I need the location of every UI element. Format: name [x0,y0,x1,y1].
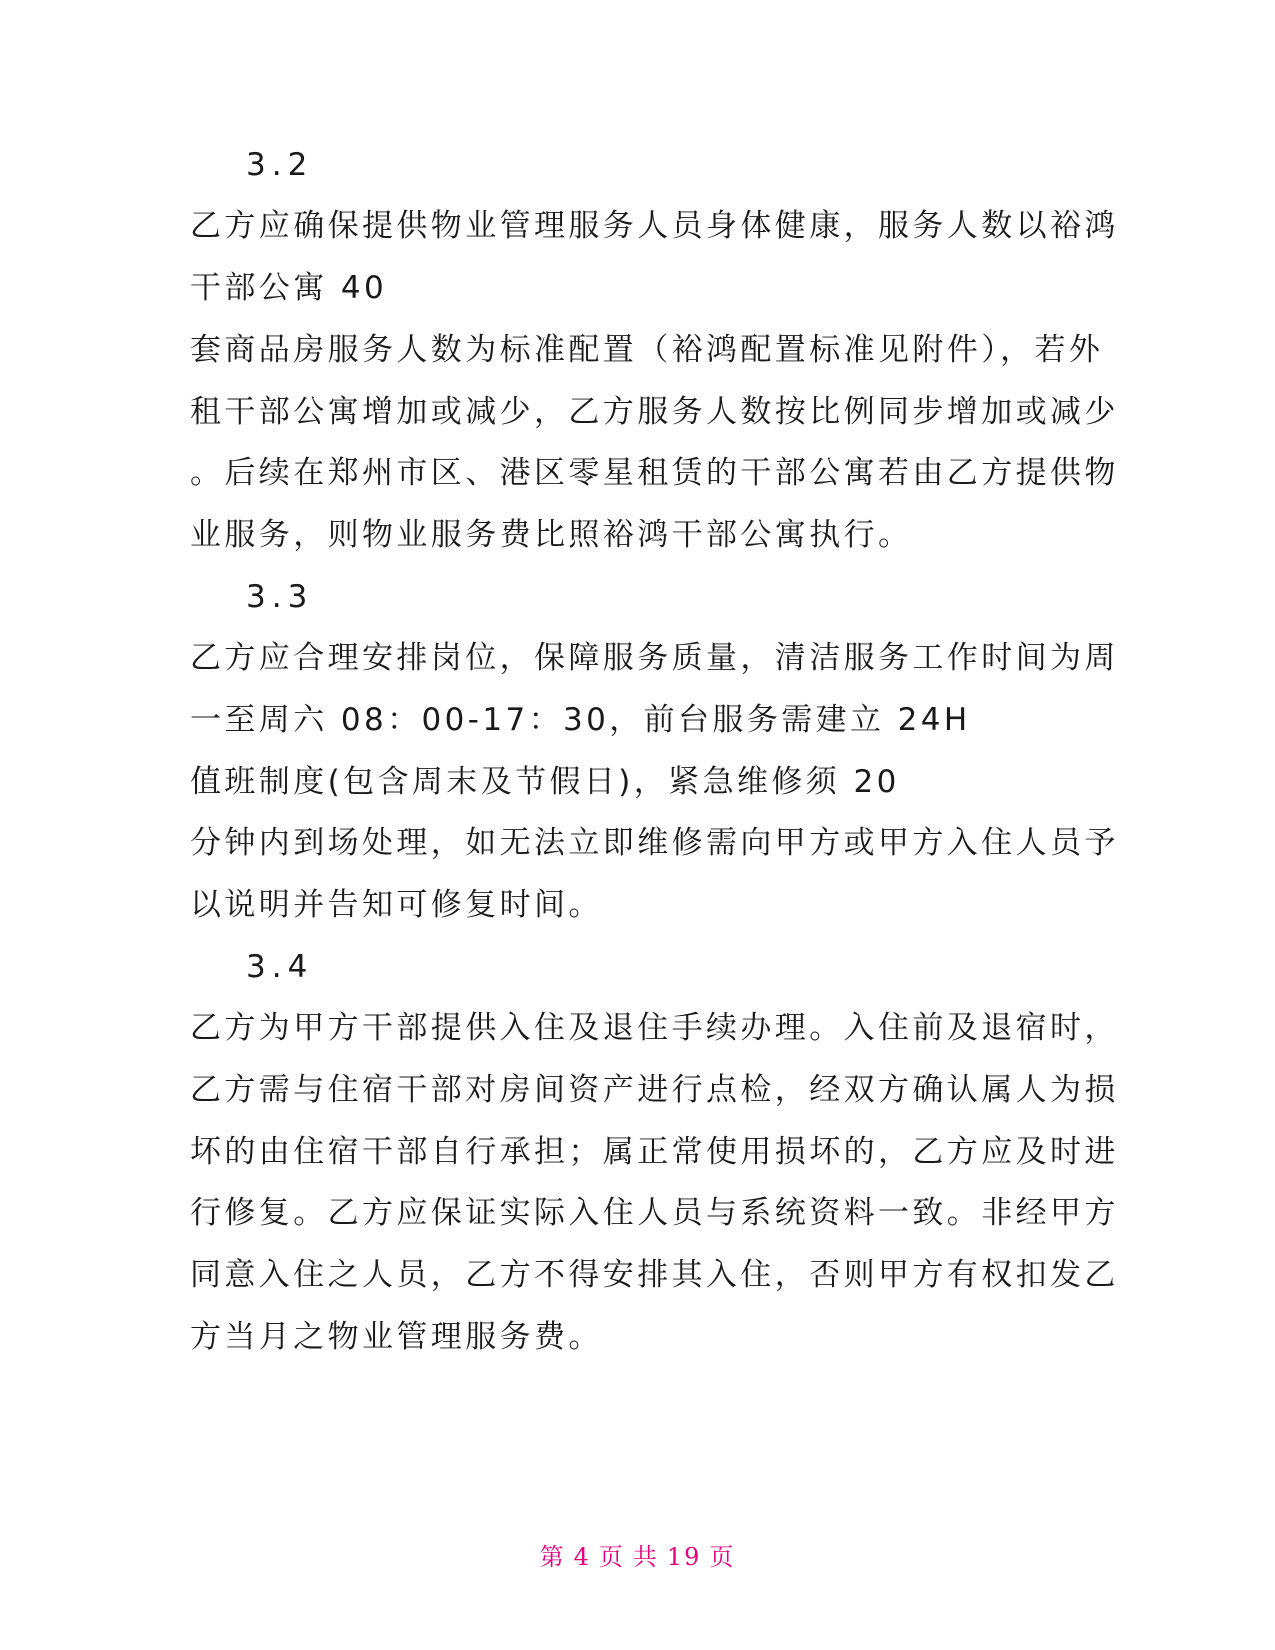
page-footer [0,1537,1275,1572]
footer-page-word: 页 [598,1543,625,1571]
section-number-3-4: 3.4 [246,949,314,985]
paragraph-line: 。后续在郑州市区、港区零星租赁的干部公寓若由乙方提供物 [190,455,1119,491]
paragraph-line: 乙方应确保提供物业管理服务人员身体健康，服务人数以裕鸿 [190,208,1119,244]
paragraph-line: 租干部公寓增加或减少，乙方服务人数按比例同步增加或减少 [190,394,1119,430]
paragraph-line: 方当月之物业管理服务费。 [190,1319,603,1355]
section-number-3-3: 3.3 [246,579,314,615]
paragraph-line: 坏的由住宿干部自行承担；属正常使用损坏的，乙方应及时进 [190,1134,1119,1170]
paragraph-line: 乙方需与住宿干部对房间资产进行点检，经双方确认属人为损 [190,1072,1119,1108]
paragraph-line: 业服务，则物业服务费比照裕鸿干部公寓执行。 [190,517,913,553]
footer-current-page: 4 [573,1543,591,1571]
paragraph-line: 一至周六 08：00-17：30，前台服务需建立 24H [190,702,971,738]
section-number-3-2: 3.2 [246,147,314,183]
footer-total-pages: 19 [666,1543,702,1571]
paragraph-line: 同意入住之人员，乙方不得安排其入住，否则甲方有权扣发乙 [190,1257,1119,1293]
paragraph-line: 套商品房服务人数为标准配置（裕鸿配置标准见附件），若外 [190,332,1104,368]
paragraph-line: 分钟内到场处理，如无法立即维修需向甲方或甲方入住人员予 [190,825,1119,861]
footer-suffix: 页 [709,1543,736,1571]
paragraph-line: 行修复。乙方应保证实际入住人员与系统资料一致。非经甲方 [190,1195,1119,1231]
footer-total-word: 共 [632,1543,659,1571]
paragraph-line: 乙方为甲方干部提供入住及退住手续办理。入住前及退宿时， [190,1010,1119,1046]
paragraph-line: 以说明并告知可修复时间。 [190,887,603,923]
paragraph-line: 值班制度(包含周末及节假日)，紧急维修须 20 [190,764,900,800]
paragraph-line: 乙方应合理安排岗位，保障服务质量，清洁服务工作时间为周 [190,640,1119,676]
footer-prefix: 第 [539,1543,566,1571]
paragraph-line: 干部公寓 40 [190,270,388,306]
